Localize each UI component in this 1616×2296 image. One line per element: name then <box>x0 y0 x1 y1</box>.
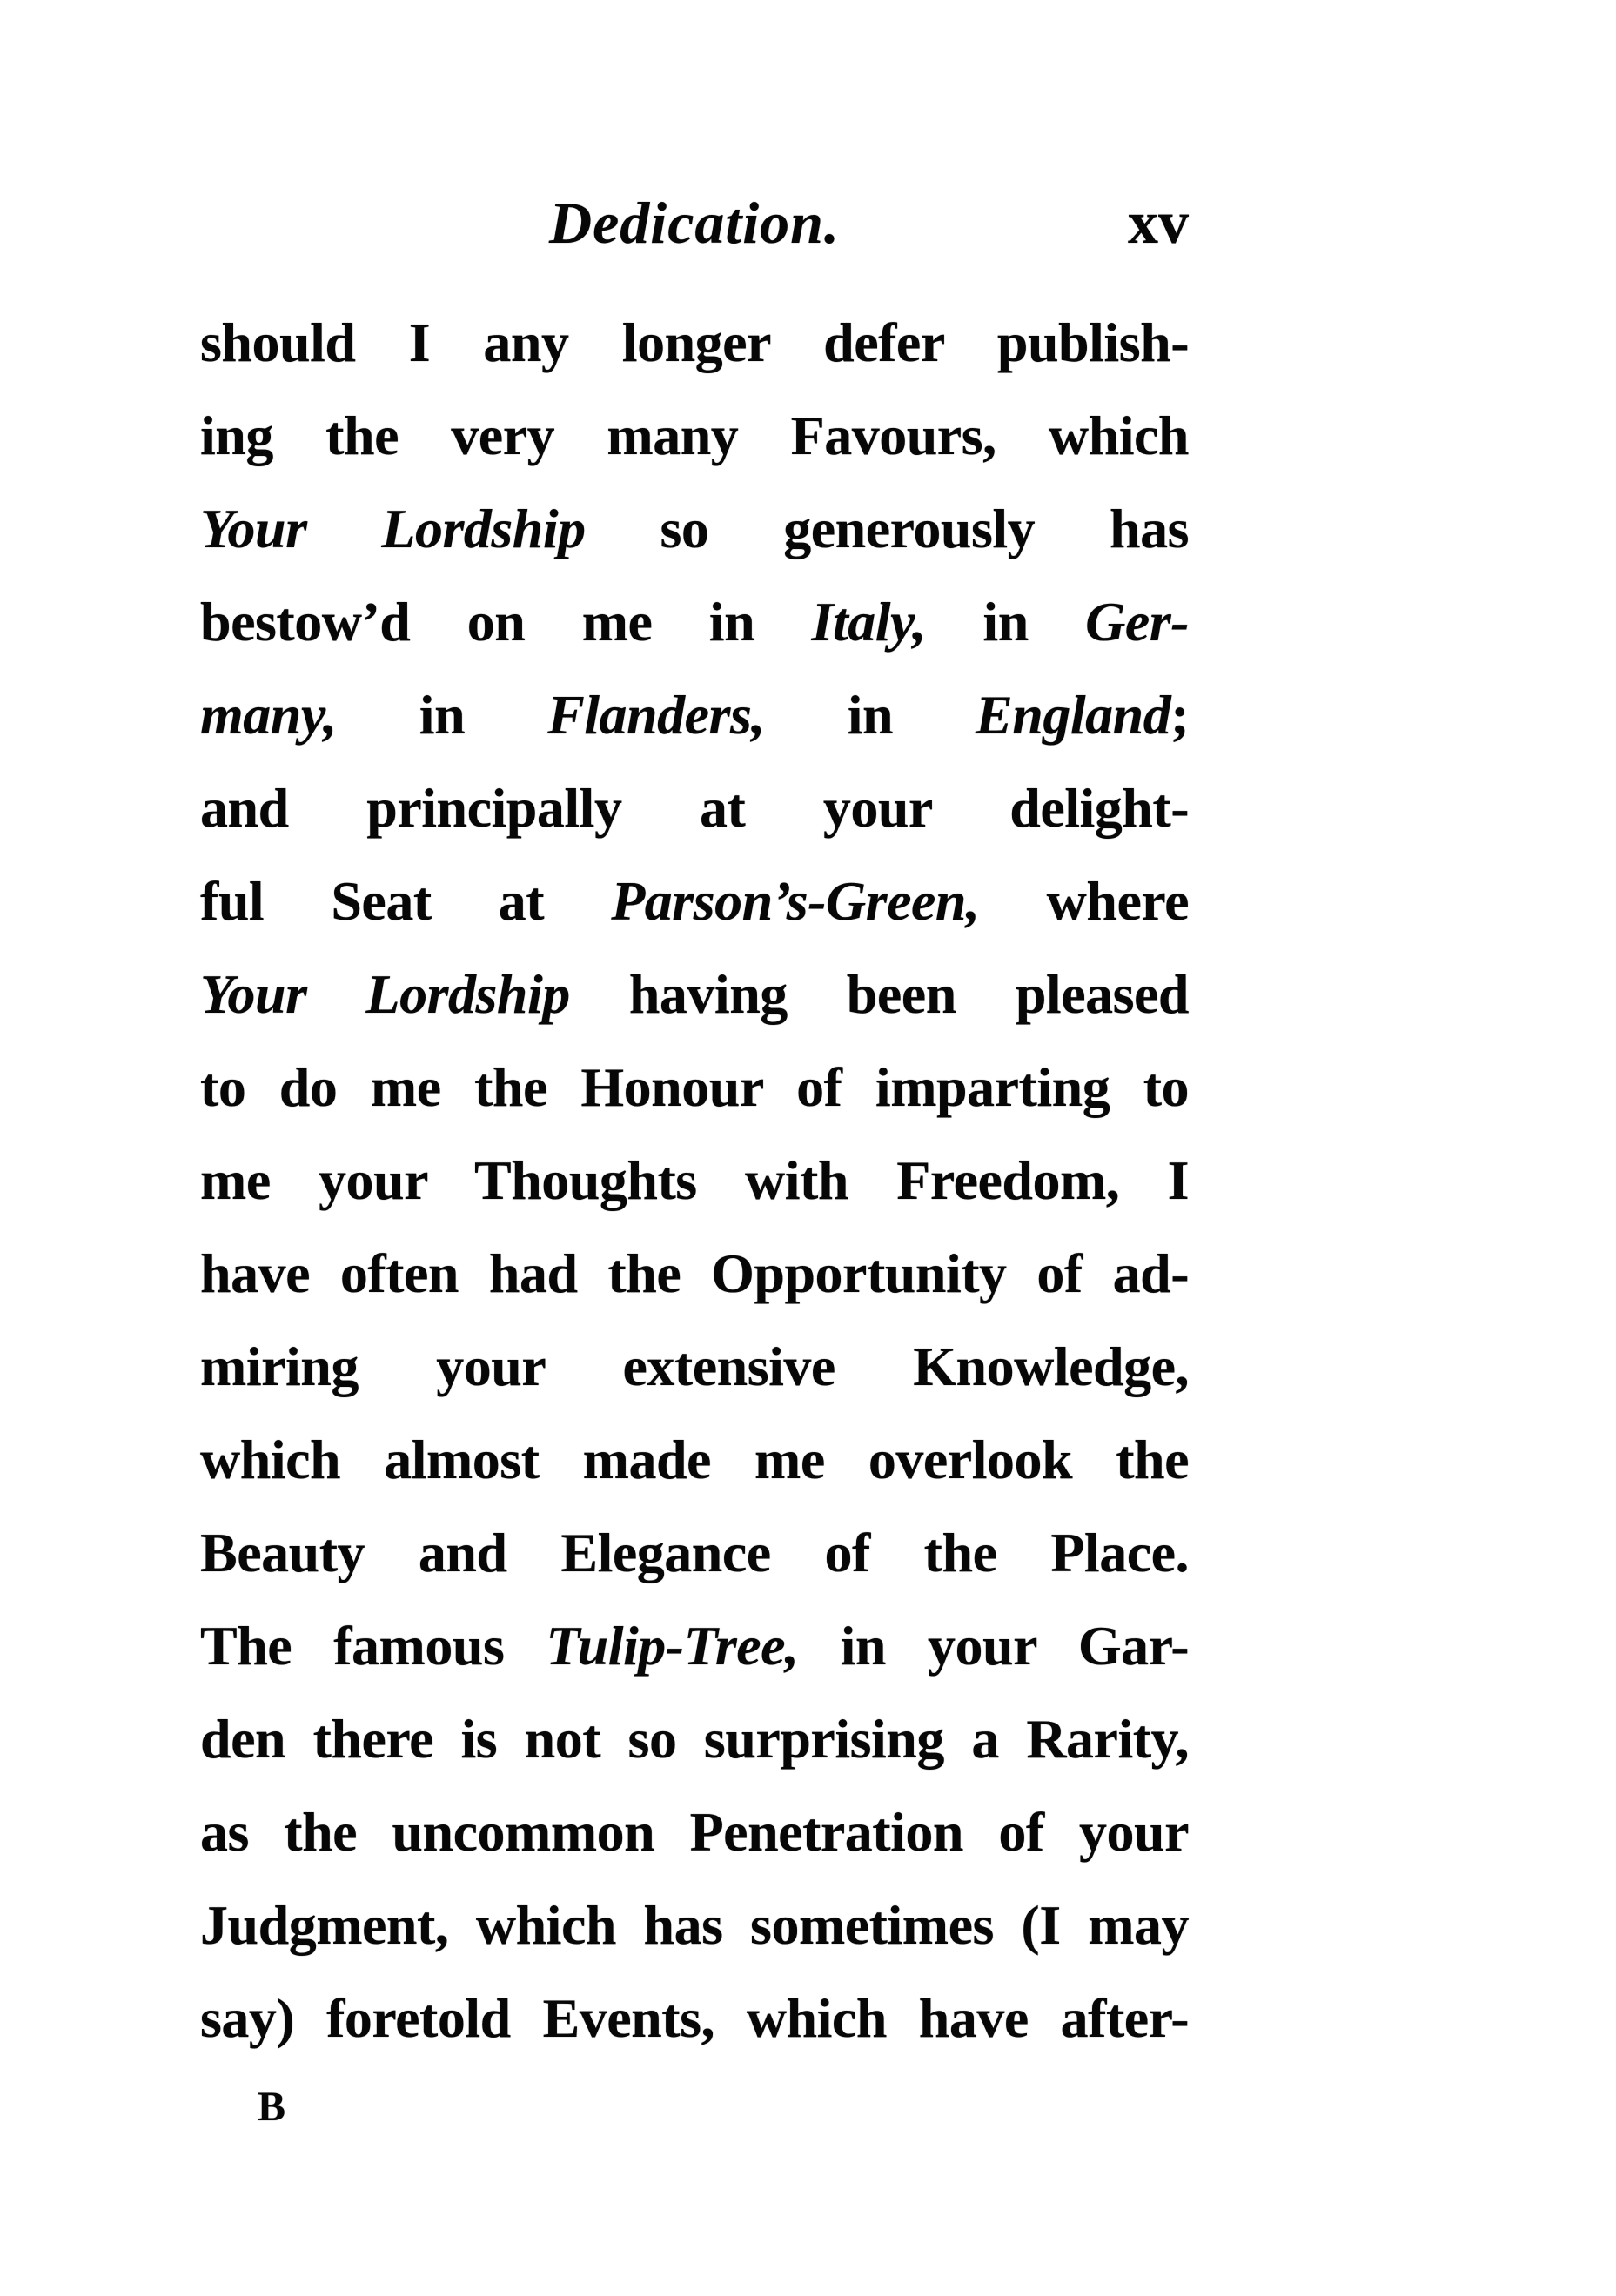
text-segment: so generously has <box>585 498 1189 559</box>
text-line <box>200 1785 1189 1878</box>
page-header-title: Dedication. <box>549 190 840 256</box>
text-segment: to do me the Honour of imparting to <box>200 1056 1189 1118</box>
text-segment: The famous <box>200 1615 546 1677</box>
text-segment: say) foretold Events, which have after- <box>200 1987 1189 2049</box>
text-segment-italic: Italy, <box>811 591 927 653</box>
text-line <box>200 1227 1189 1320</box>
text-segment: as the uncommon Penetration of your <box>200 1801 1189 1863</box>
text-segment: which almost made me overlook the <box>200 1429 1189 1490</box>
text-segment: ing the very many Favours, which <box>200 405 1189 466</box>
text-line <box>200 1692 1189 1785</box>
text-segment: in your Gar- <box>798 1615 1190 1677</box>
text-segment-italic: Parson’s-Green, <box>611 870 980 932</box>
text-segment-italic: Your Lordship <box>200 963 570 1025</box>
text-line <box>200 947 1189 1041</box>
text-line <box>200 1971 1189 2065</box>
text-segment: having been pleased <box>569 963 1189 1025</box>
text-segment: Judgment, which has sometimes (I may <box>200 1894 1189 1956</box>
text-line <box>200 296 1189 389</box>
text-segment: have often had the Opportunity of ad- <box>200 1242 1189 1304</box>
text-line <box>200 854 1189 947</box>
text-segment-italic: Your Lordship <box>200 498 586 559</box>
text-segment-italic: England <box>976 684 1171 746</box>
text-segment: ; <box>1170 684 1189 746</box>
text-segment: Beauty and Elegance of the Place. <box>200 1522 1189 1583</box>
text-segment-italic: Tulip-Tree, <box>546 1615 799 1677</box>
signature-mark: B <box>258 2084 286 2130</box>
text-line <box>200 1320 1189 1413</box>
text-segment: miring your extensive Knowledge, <box>200 1335 1189 1397</box>
text-line <box>200 1041 1189 1134</box>
text-line <box>200 1506 1189 1599</box>
text-line <box>200 761 1189 854</box>
text-line <box>200 389 1189 482</box>
text-segment: in <box>764 684 976 746</box>
text-line <box>200 1878 1189 1971</box>
text-segment: me your Thoughts with Freedom, I <box>200 1149 1189 1211</box>
text-line <box>200 482 1189 575</box>
text-segment-italic: many, <box>200 684 337 746</box>
text-segment: in <box>336 684 548 746</box>
text-line <box>200 1413 1189 1506</box>
text-segment: where <box>979 870 1189 932</box>
text-line <box>200 1134 1189 1227</box>
text-segment: den there is not so surprising a Rarity, <box>200 1708 1189 1770</box>
text-line <box>200 1599 1189 1692</box>
text-segment: ful Seat at <box>200 870 612 932</box>
text-line <box>200 575 1189 668</box>
text-segment: bestow’d on me in <box>200 591 812 653</box>
text-segment: and principally at your delight- <box>200 777 1189 839</box>
text-segment: should I any longer defer publish- <box>200 311 1189 373</box>
text-segment: in <box>926 591 1086 653</box>
text-segment-italic: Ger- <box>1085 591 1189 653</box>
text-segment-italic: Flanders, <box>547 684 765 746</box>
dedication-body-text <box>200 296 1189 2065</box>
text-line <box>200 668 1189 761</box>
page-number: xv <box>1128 190 1189 257</box>
